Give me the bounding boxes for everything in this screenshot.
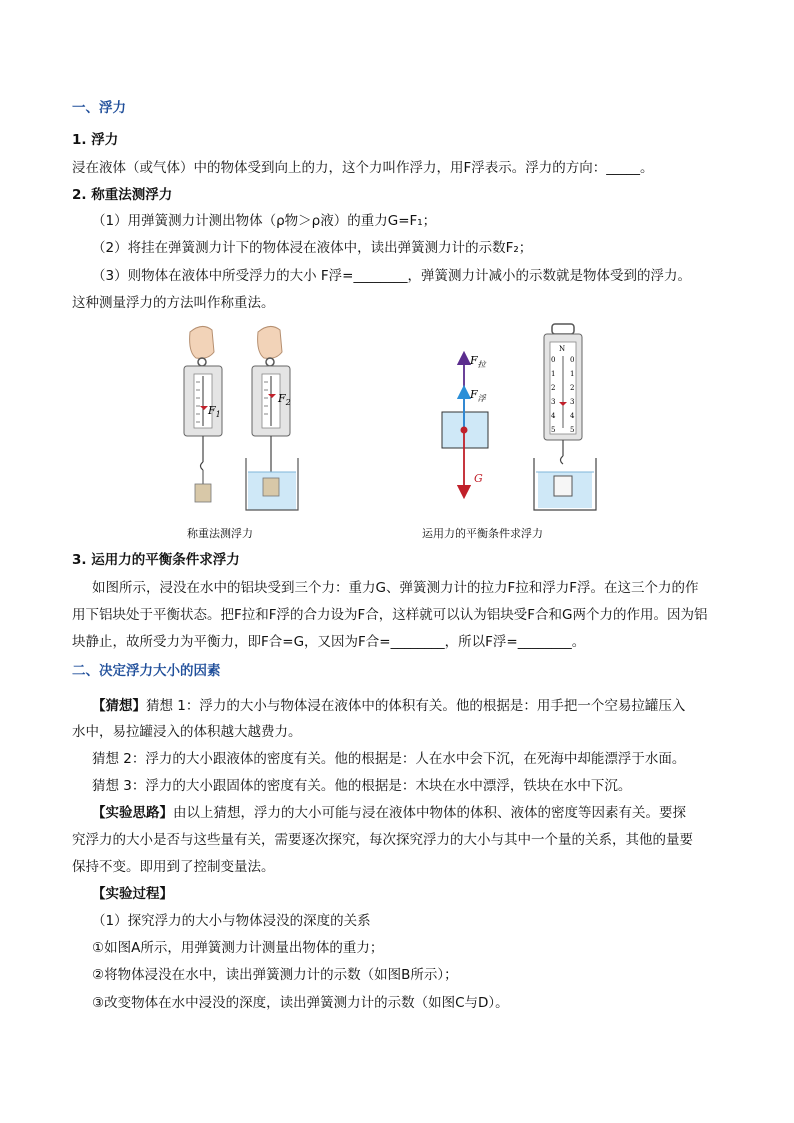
sub3-line-3: 块静止，故所受力为平衡力，即F合=G，又因为F合=________，所以F浮=________。 (72, 634, 586, 650)
guess1-text: 猜想 1：浮力的大小与物体浸在液体中的体积有关。他的根据是：用手把一个空易拉罐压入 (146, 698, 686, 714)
spring-scale-1 (184, 366, 222, 436)
scale-num-1: 1 (551, 370, 556, 378)
section1-heading: 一、浮力 (72, 100, 126, 116)
idea-tag: 【实验思路】 (92, 805, 173, 821)
f2-label: $F_2$ (278, 392, 291, 407)
scale-unit: N (559, 345, 566, 353)
scale-num-1-r: 1 (570, 370, 575, 378)
section2-heading: 二、决定浮力大小的因素 (72, 663, 221, 679)
scale-num-4-r: 4 (570, 412, 575, 420)
process-line-4: ③改变物体在水中浸没的深度，读出弹簧测力计的示数（如图C与D）。 (92, 995, 509, 1011)
idea-line-1 (92, 803, 747, 823)
scale-num-2-r: 2 (570, 384, 575, 392)
idea-line-3: 保持不变。即用到了控制变量法。 (72, 859, 275, 875)
left-figure-caption: 称重法测浮力 (187, 527, 253, 540)
scale-num-3: 3 (551, 398, 556, 406)
sub2-title: 2. 称重法测浮力 (72, 187, 173, 203)
sub2-note: 这种测量浮力的方法叫作称重法。 (72, 295, 275, 311)
guess2: 猜想 2：浮力的大小跟液体的密度有关。他的根据是：人在水中会下沉，在死海中却能漂浮于水面。 (92, 751, 686, 767)
hand-icon-2 (258, 326, 282, 358)
idea-line-2: 究浮力的大小是否与这些量有关，需要逐次探究，每次探究浮力的大小与其中一个量的关系，其他的量要 (72, 832, 693, 848)
force-diagram-figure (412, 342, 522, 502)
sub3-line-1: 如图所示，浸没在水中的铝块受到三个力：重力G、弹簧测力计的拉力F拉和浮力F浮。在这三个力的作 (92, 580, 699, 596)
g-label: G (474, 472, 483, 485)
hand-icon (190, 326, 214, 358)
guess3: 猜想 3：浮力的大小跟固体的密度有关。他的根据是：木块在水中漂浮，铁块在水中下沉。 (92, 778, 632, 794)
scale-num-0: 0 (551, 356, 556, 364)
f-buoy-label: $F_浮$ (470, 388, 486, 403)
weighing-method-figure (170, 322, 320, 512)
right-figure-caption: 运用力的平衡条件求浮力 (422, 527, 543, 540)
sub1-text: 浸在液体（或气体）中的物体受到向上的力，这个力叫作浮力，用F浮表示。浮力的方向：_____。 (72, 160, 654, 176)
sub2-step-2: （2）将挂在弹簧测力计下的物体浸在液体中，读出弹簧测力计的示数F₂； (92, 240, 533, 256)
idea-text: 由以上猜想，浮力的大小可能与浸在液体中物体的体积、液体的密度等因素有关。要探 (173, 805, 686, 821)
process-line-2: ①如图A所示，用弹簧测力计测量出物体的重力； (92, 940, 384, 956)
sub3-line-2: 用下铝块处于平衡状态。把F拉和F浮的合力设为F合，这样就可以认为铝块受F合和G两个力的作用。因为铝 (72, 607, 708, 623)
f-pull-label: $F_拉$ (470, 354, 486, 369)
f1-label: $F_1$ (208, 404, 221, 419)
sub2-step-1: （1）用弹簧测力计测出物体（ρ物＞ρ液）的重力G=F₁； (92, 213, 437, 229)
sub3-title: 3. 运用力的平衡条件求浮力 (72, 552, 240, 568)
guess-tag: 【猜想】 (92, 698, 146, 714)
process-line-1: （1）探究浮力的大小与物体浸没的深度的关系 (92, 913, 371, 929)
spring-scale-container-figure (530, 322, 600, 512)
guess1-line-2: 水中，易拉罐浸入的体积越大越费力。 (72, 724, 302, 740)
process-line-3: ②将物体浸没在水中，读出弹簧测力计的示数（如图B所示）； (92, 967, 458, 983)
scale-num-0-r: 0 (570, 356, 575, 364)
process-tag: 【实验过程】 (92, 886, 173, 902)
sub2-step-3: （3）则物体在液体中所受浮力的大小 F浮=________，弹簧测力计减小的示数就是物体受到的浮力。 (92, 268, 691, 284)
scale-num-2: 2 (551, 384, 556, 392)
scale-num-3-r: 3 (570, 398, 575, 406)
sub1-title: 1. 浮力 (72, 132, 119, 148)
scale-num-5-r: 5 (570, 426, 575, 434)
scale-num-4: 4 (551, 412, 556, 420)
guess1-line-1 (92, 696, 747, 716)
scale-num-5: 5 (551, 426, 556, 434)
